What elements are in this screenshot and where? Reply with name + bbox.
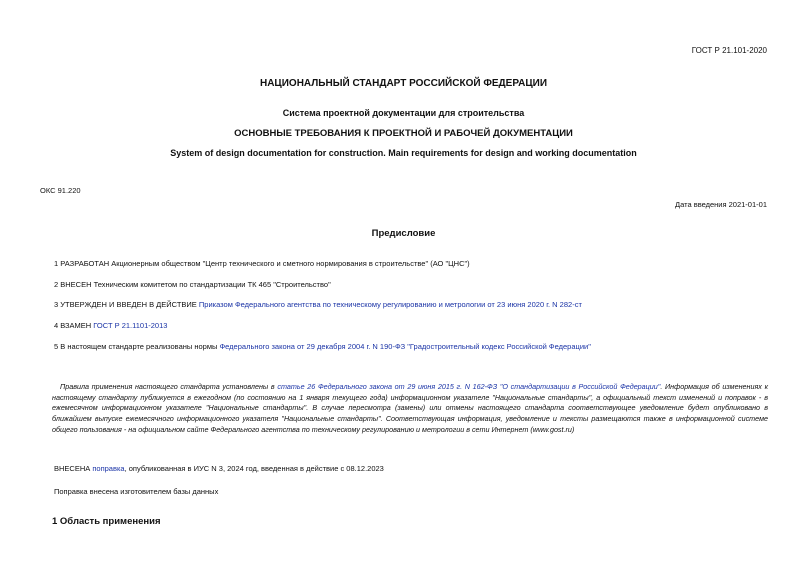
standardization-law-link[interactable]: статье 26 Федерального закона от 29 июня 2015 г. N 162-ФЗ "О стандартизации в Российской Федерации" (277, 382, 661, 391)
preface-item-1: 1 РАЗРАБОТАН Акционерным обществом "Центр технического и сметного нормирования в строительстве" (АО "ЦНС") (54, 259, 470, 268)
english-title: System of design documentation for construction. Main requirements for design and working documentation (170, 148, 637, 158)
effective-date: Дата введения 2021-01-01 (675, 200, 767, 209)
subject-title: ОСНОВНЫЕ ТРЕБОВАНИЯ К ПРОЕКТНОЙ И РАБОЧЕЙ ДОКУМЕНТАЦИИ (234, 128, 573, 139)
preface-item-3-text: 3 УТВЕРЖДЕН И ВВЕДЕН В ДЕЙСТВИЕ (54, 300, 199, 309)
preface-heading: Предисловие (371, 228, 436, 239)
amendment-link[interactable]: поправка (92, 464, 125, 473)
preface-item-4 (54, 321, 167, 330)
federal-law-link[interactable]: Федерального закона от 29 декабря 2004 г. N 190-ФЗ "Градостроительный кодекс Российской Федерации" (219, 342, 591, 351)
preface-item-4-text: 4 ВЗАМЕН (54, 321, 94, 330)
rules-text-start: Правила применения настоящего стандарта установлены в (60, 382, 278, 391)
preface-item-5 (54, 342, 591, 351)
rules-text-end: . Информация об изменениях к настоящему стандарту публикуется в ежегодном (по состоянию на 1 января текущего года) информационном указателе "Национальные стандарты", а официальный текст изменений и поправок - в ежемесячном информационном указателе "Национальные стандарты". В случае пересмотра (замены) или отмены настоящего стандарта соответствующее уведомление будет опубликовано в ближайшем выпуске ежемесячного информационного указателя "Национальные стандарты". Соответствующая информация, уведомление и тексты размещаются также в информационной системе общего пользования - на официальном сайте Федерального агентства по техническому регулированию и метрологии в сети Интернет (www.gost.ru) (52, 382, 768, 434)
preface-item-2: 2 ВНЕСЕН Техническим комитетом по стандартизации ТК 465 "Строительство" (54, 280, 331, 289)
section-heading: 1 Область применения (52, 516, 161, 527)
document-title: НАЦИОНАЛЬНЫЙ СТАНДАРТ РОССИЙСКОЙ ФЕДЕРАЦИИ (259, 78, 548, 89)
amendment-prefix: ВНЕСЕНА (54, 464, 93, 473)
document-code: ГОСТ Р 21.101-2020 (691, 46, 767, 55)
replaced-standard-link[interactable]: ГОСТ Р 21.1101-2013 (93, 321, 168, 330)
amendment-suffix: , опубликованная в ИУС N 3, 2024 год, введенная в действие с 08.12.2023 (124, 464, 384, 473)
system-title: Система проектной документации для строительства (282, 108, 525, 118)
amendment-line (54, 464, 384, 473)
application-rules-paragraph (52, 382, 768, 436)
preface-item-3 (54, 300, 582, 309)
preface-item-5-text: 5 В настоящем стандарте реализованы нормы (54, 342, 220, 351)
order-link[interactable]: Приказом Федерального агентства по техническому регулированию и метрологии от 23 июня 2020 г. N 282-ст (198, 300, 582, 309)
oks-code: ОКС 91.220 (40, 186, 81, 195)
amendment-note: Поправка внесена изготовителем базы данных (54, 487, 219, 496)
